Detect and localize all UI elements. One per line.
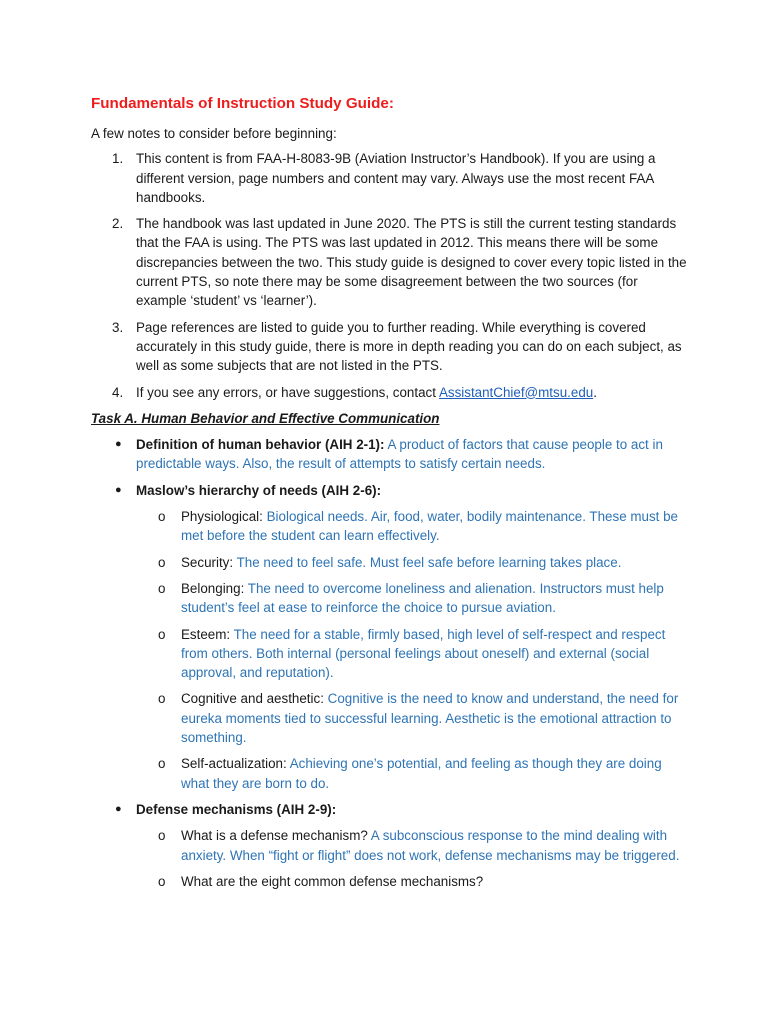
note-item [91, 383, 691, 402]
note-item [91, 214, 691, 310]
email-link[interactable]: AssistantChief@mtsu.edu [438, 384, 594, 400]
document-page [91, 93, 691, 898]
list-item [136, 579, 691, 618]
note-text: This content is from FAA-H-8083-9B (Aviation Instructor’s Handbook). If you are using a different version, page numbers and content may vary. Always use the most recent FAA handbooks. [136, 151, 656, 205]
item-label: Belonging: [181, 580, 248, 596]
note-number: 3. [112, 319, 124, 335]
item-label: Self-actualization: [181, 756, 290, 772]
list-item [136, 826, 691, 865]
circle-bullet-icon: o [158, 828, 166, 844]
item-label: Esteem: [181, 626, 234, 642]
task-heading: Task A. Human Behavior and Effective Communication [91, 410, 440, 426]
note-text: Page references are listed to guide you to further reading. While everything is covered accurately in this study guide, there is more in depth reading you can do on each subject, as well as some subjects that are not listed in the PTS. [136, 319, 682, 374]
circle-bullet-icon: o [158, 580, 166, 596]
note-number: 2. [112, 216, 124, 232]
notes-list [91, 149, 691, 402]
circle-bullet-icon: o [158, 691, 166, 707]
list-item [136, 625, 691, 683]
item-answer: The need for a stable, firmly based, high level of self-respect and respect from others. Both internal (personal feelings about oneself) and external (social approval, and reputation). [181, 626, 666, 681]
topic-defense-mechanisms [91, 800, 691, 891]
item-label: What is a defense mechanism? [181, 828, 371, 844]
note-item [91, 149, 691, 207]
item-label: Cognitive and aesthetic: [181, 691, 328, 707]
topic-answer: A product of factors that cause people to act in predictable ways. Also, the result of attempts to satisfy certain needs. [136, 437, 663, 472]
document-title: Fundamentals of Instruction Study Guide: [91, 95, 394, 112]
topic-list [91, 435, 691, 891]
note-text: If you see any errors, or have suggestions, contact [136, 384, 439, 400]
item-label: Physiological: [181, 509, 267, 525]
list-item [136, 507, 691, 546]
list-item [136, 553, 691, 572]
note-number: 1. [112, 151, 124, 167]
intro-text: A few notes to consider before beginning: [91, 126, 337, 141]
item-answer: Cognitive is the need to know and understand, the need for eureka moments tied to successful learning. Aesthetic is the emotional attraction to something. [181, 691, 679, 746]
topic-human-behavior [91, 435, 691, 474]
item-answer: The need to overcome loneliness and alienation. Instructors must help student’s feel at ease to reinforce the choice to pursue aviation. [181, 580, 664, 616]
list-item [136, 872, 691, 891]
bullet-icon: ● [115, 802, 122, 815]
item-answer: Achieving one’s potential, and feeling as though they are doing what they are born to do. [181, 756, 662, 791]
maslow-list [136, 507, 691, 793]
list-item [136, 754, 691, 793]
topic-term: Defense mechanisms (AIH 2-9): [136, 801, 337, 817]
item-answer: A subconscious response to the mind dealing with anxiety. When “fight or flight” does not work, defense mechanisms may be triggered. [181, 828, 680, 863]
circle-bullet-icon: o [158, 626, 166, 642]
defense-list [136, 826, 691, 891]
item-answer: The need to feel safe. Must feel safe before learning takes place. [236, 554, 622, 570]
topic-maslow [91, 481, 691, 793]
item-label: Security: [181, 554, 237, 570]
bullet-icon: ● [115, 438, 122, 451]
list-item [136, 689, 691, 747]
note-item [91, 318, 691, 376]
bullet-icon: ● [115, 483, 122, 496]
item-label: What are the eight common defense mechanisms? [181, 873, 484, 889]
circle-bullet-icon: o [158, 756, 166, 772]
circle-bullet-icon: o [158, 554, 166, 570]
topic-term: Maslow’s hierarchy of needs (AIH 2-6): [136, 482, 382, 498]
note-text: The handbook was last updated in June 2020. The PTS is still the current testing standards that the FAA is using. The PTS was last updated in 2012. This means there will be some discrepancies between the two. This study guide is designed to cover every topic listed in the current PTS, so note there may be some disagreement between the two sources (for example ‘student’ vs ‘learner’). [136, 216, 687, 309]
topic-term: Definition of human behavior (AIH 2-1): [136, 437, 385, 453]
circle-bullet-icon: o [158, 509, 166, 525]
note-number: 4. [112, 384, 124, 400]
note-text-end: . [593, 384, 597, 400]
item-answer: Biological needs. Air, food, water, bodily maintenance. These must be met before the student can learn effectively. [181, 509, 678, 544]
circle-bullet-icon: o [158, 873, 166, 889]
